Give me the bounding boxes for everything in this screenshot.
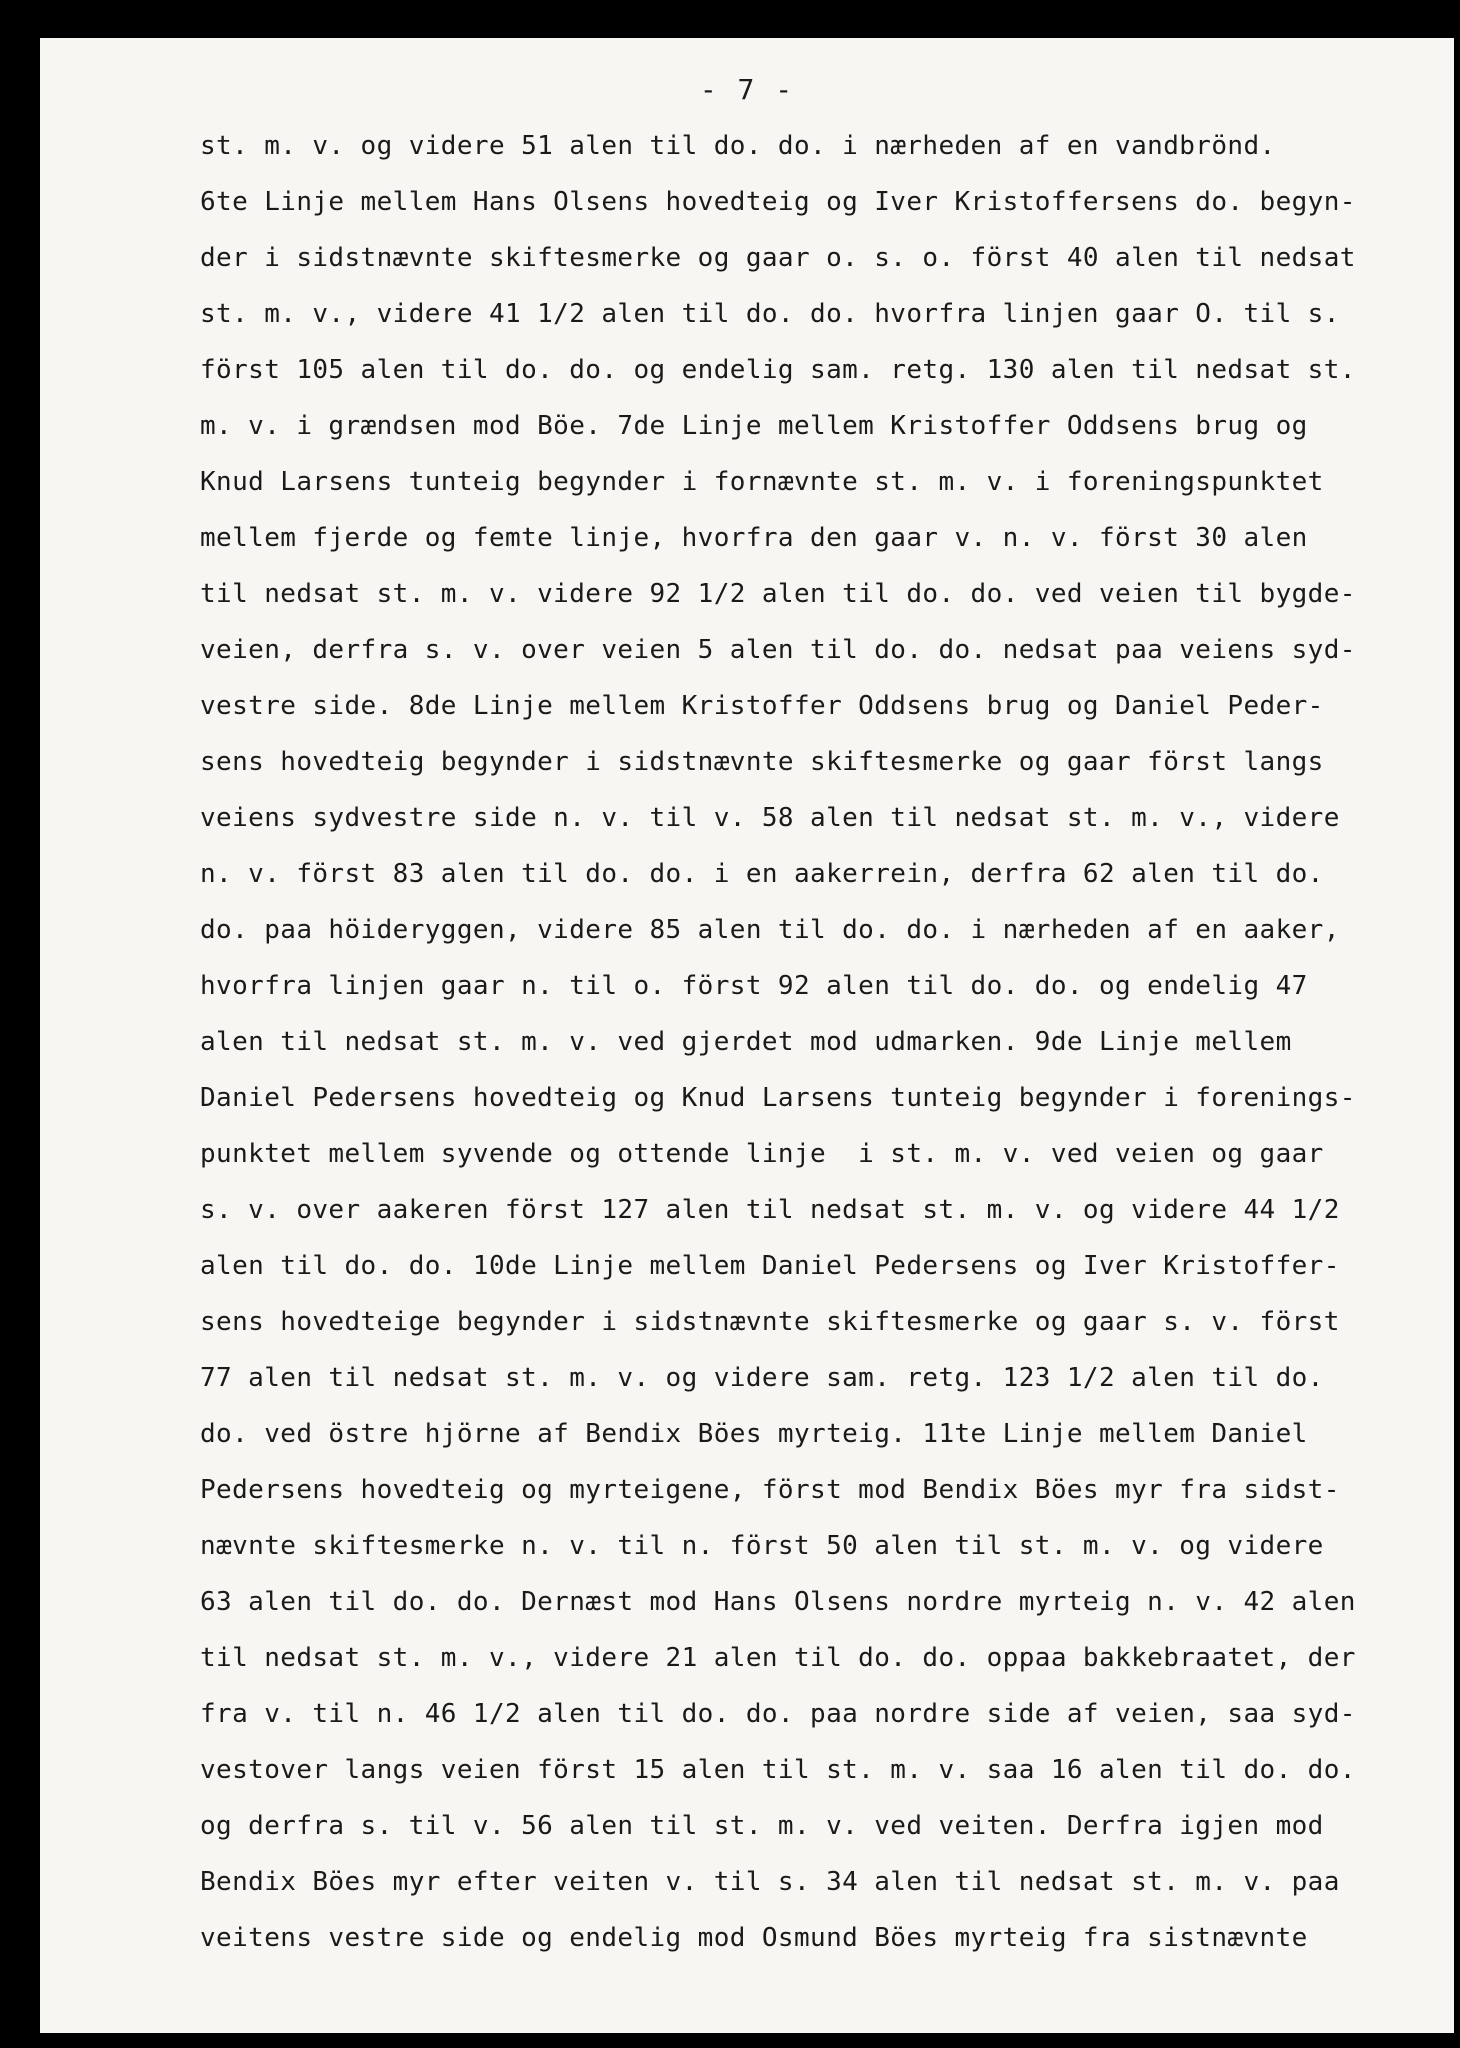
text-line: vestover langs veien först 15 alen til st. m. v. saa 16 alen til do. do.	[200, 1755, 1356, 1785]
text-line: 77 alen til nedsat st. m. v. og videre sam. retg. 123 1/2 alen til do.	[200, 1363, 1324, 1393]
text-line: m. v. i grændsen mod Böe. 7de Linje mellem Kristoffer Oddsens brug og	[200, 411, 1308, 441]
text-line: til nedsat st. m. v. videre 92 1/2 alen til do. do. ved veien til bygde-	[200, 579, 1356, 609]
text-line: veitens vestre side og endelig mod Osmund Böes myrteig fra sistnævnte	[200, 1923, 1308, 1953]
text-line: alen til nedsat st. m. v. ved gjerdet mod udmarken. 9de Linje mellem	[200, 1027, 1292, 1057]
text-line: fra v. til n. 46 1/2 alen til do. do. paa nordre side af veien, saa syd-	[200, 1699, 1356, 1729]
text-line: nævnte skiftesmerke n. v. til n. först 50 alen til st. m. v. og videre	[200, 1531, 1324, 1561]
text-line: veiens sydvestre side n. v. til v. 58 alen til nedsat st. m. v., videre	[200, 803, 1340, 833]
text-line: sens hovedteig begynder i sidstnævnte skiftesmerke og gaar först langs	[200, 747, 1324, 777]
text-line: s. v. over aakeren först 127 alen til nedsat st. m. v. og videre 44 1/2	[200, 1195, 1340, 1225]
text-line: mellem fjerde og femte linje, hvorfra den gaar v. n. v. först 30 alen	[200, 523, 1308, 553]
document-page	[40, 38, 1454, 2033]
text-line: vestre side. 8de Linje mellem Kristoffer Oddsens brug og Daniel Peder-	[200, 691, 1324, 721]
text-line: og derfra s. til v. 56 alen til st. m. v. ved veiten. Derfra igjen mod	[200, 1811, 1324, 1841]
text-line: alen til do. do. 10de Linje mellem Daniel Pedersens og Iver Kristoffer-	[200, 1251, 1340, 1281]
body-text	[200, 118, 1450, 1966]
text-line: Knud Larsens tunteig begynder i fornævnte st. m. v. i foreningspunktet	[200, 467, 1324, 497]
text-line: först 105 alen til do. do. og endelig sam. retg. 130 alen til nedsat st.	[200, 355, 1356, 385]
text-line: til nedsat st. m. v., videre 21 alen til do. do. oppaa bakkebraatet, der	[200, 1643, 1356, 1673]
text-line: Daniel Pedersens hovedteig og Knud Larsens tunteig begynder i forenings-	[200, 1083, 1356, 1113]
text-line: der i sidstnævnte skiftesmerke og gaar o. s. o. först 40 alen til nedsat	[200, 243, 1356, 273]
text-line: veien, derfra s. v. over veien 5 alen til do. do. nedsat paa veiens syd-	[200, 635, 1356, 665]
text-line: n. v. först 83 alen til do. do. i en aakerrein, derfra 62 alen til do.	[200, 859, 1324, 889]
text-line: Pedersens hovedteig og myrteigene, först mod Bendix Böes myr fra sidst-	[200, 1475, 1340, 1505]
text-line: st. m. v. og videre 51 alen til do. do. i nærheden af en vandbrönd.	[200, 131, 1276, 161]
text-line: Bendix Böes myr efter veiten v. til s. 34 alen til nedsat st. m. v. paa	[200, 1867, 1340, 1897]
page-number: - 7 -	[699, 73, 795, 106]
text-line: 6te Linje mellem Hans Olsens hovedteig og Iver Kristoffersens do. begyn-	[200, 187, 1356, 217]
text-line: do. paa höideryggen, videre 85 alen til do. do. i nærheden af en aaker,	[200, 915, 1340, 945]
text-line: sens hovedteige begynder i sidstnævnte skiftesmerke og gaar s. v. först	[200, 1307, 1340, 1337]
text-line: st. m. v., videre 41 1/2 alen til do. do. hvorfra linjen gaar O. til s.	[200, 299, 1340, 329]
text-line: punktet mellem syvende og ottende linje i st. m. v. ved veien og gaar	[200, 1139, 1324, 1169]
text-line: hvorfra linjen gaar n. til o. först 92 alen til do. do. og endelig 47	[200, 971, 1308, 1001]
text-line: do. ved östre hjörne af Bendix Böes myrteig. 11te Linje mellem Daniel	[200, 1419, 1308, 1449]
text-line: 63 alen til do. do. Dernæst mod Hans Olsens nordre myrteig n. v. 42 alen	[200, 1587, 1356, 1617]
